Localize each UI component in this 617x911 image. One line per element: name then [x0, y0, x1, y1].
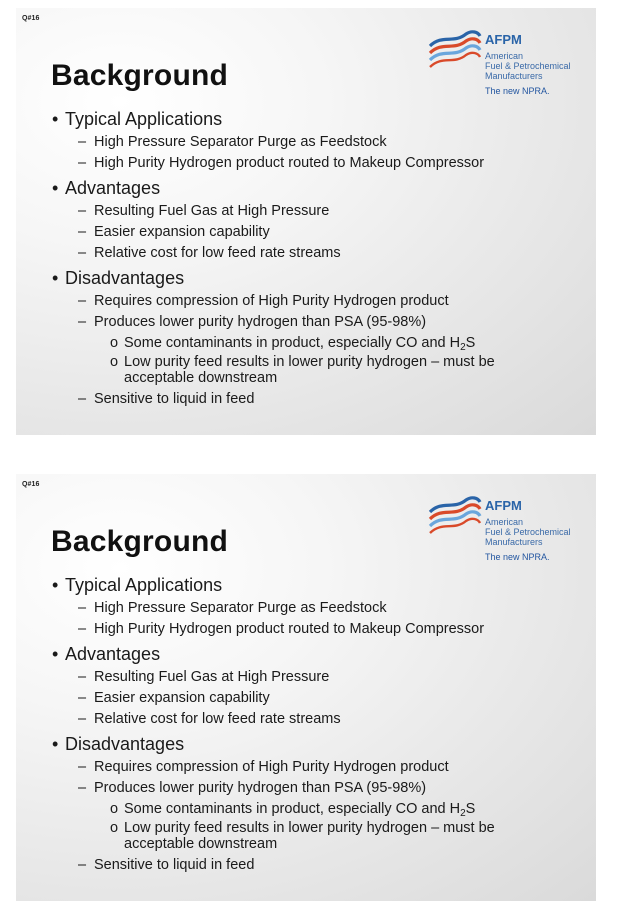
circle-marker: o [110, 335, 119, 351]
bullet-marker: • [52, 178, 59, 198]
item-text: High Pressure Separator Purge as Feedstock [94, 134, 387, 150]
sub-item-text-line2: acceptable downstream [124, 836, 278, 852]
dash-marker: – [78, 224, 87, 240]
bullet-marker: • [52, 734, 59, 754]
item-text: Sensitive to liquid in feed [94, 391, 255, 407]
sub-item-text [124, 335, 475, 353]
item-text: Resulting Fuel Gas at High Pressure [94, 203, 330, 219]
logo-brand: AFPM [485, 498, 522, 513]
logo-full-name: American Fuel & Petrochemical Manufacturers [485, 51, 571, 81]
item-text: Easier expansion capability [94, 690, 270, 706]
slide-tag: Q#16 [22, 481, 40, 488]
logo-tagline: The new NPRA. [485, 86, 550, 96]
bullet-marker: • [52, 268, 59, 288]
sub-item-text [124, 354, 495, 370]
sub-item-main: Low purity feed results in lower purity hydrogen – must be [124, 820, 495, 836]
logo-tagline: The new NPRA. [485, 552, 550, 562]
item-text: Produces lower purity hydrogen than PSA (95-98%) [94, 780, 427, 796]
dash-marker: – [78, 621, 87, 637]
dash-marker: – [78, 134, 87, 150]
slide-content [16, 8, 596, 435]
heading-text: Typical Applications [65, 109, 223, 129]
dash-marker: – [78, 155, 87, 171]
heading-text: Advantages [65, 178, 161, 198]
sub-item-tail: S [465, 801, 476, 817]
item-text: Resulting Fuel Gas at High Pressure [94, 669, 330, 685]
item-text: High Pressure Separator Purge as Feedstock [94, 600, 387, 616]
dash-marker: – [78, 759, 87, 775]
bullet-marker: • [52, 644, 59, 664]
heading-text: Disadvantages [65, 734, 185, 754]
dash-marker: – [78, 314, 87, 330]
dash-marker: – [78, 780, 87, 796]
sub-item-main: Some contaminants in product, especially CO and H [124, 801, 461, 817]
subscript: 2 [460, 808, 466, 819]
item-text: Relative cost for low feed rate streams [94, 245, 341, 261]
bullet-marker: • [52, 575, 59, 595]
dash-marker: – [78, 293, 87, 309]
heading-text: Typical Applications [65, 575, 223, 595]
slide-title: Background [51, 59, 229, 92]
item-text: Requires compression of High Purity Hydrogen product [94, 759, 449, 775]
heading-text: Advantages [65, 644, 161, 664]
item-text: Relative cost for low feed rate streams [94, 711, 341, 727]
heading-text: Disadvantages [65, 268, 185, 288]
item-text: High Purity Hydrogen product routed to Makeup Compressor [94, 621, 485, 637]
item-text: Produces lower purity hydrogen than PSA (95-98%) [94, 314, 427, 330]
logo-brand: AFPM [485, 32, 522, 47]
item-text: Requires compression of High Purity Hydrogen product [94, 293, 449, 309]
slide-title: Background [51, 525, 229, 558]
logo-full-name: American Fuel & Petrochemical Manufacturers [485, 517, 571, 547]
circle-marker: o [110, 801, 119, 817]
sub-item-text [124, 801, 475, 819]
dash-marker: – [78, 203, 87, 219]
dash-marker: – [78, 857, 87, 873]
dash-marker: – [78, 600, 87, 616]
dash-marker: – [78, 690, 87, 706]
item-text: Easier expansion capability [94, 224, 270, 240]
item-text: High Purity Hydrogen product routed to Makeup Compressor [94, 155, 485, 171]
bullet-marker: • [52, 109, 59, 129]
sub-item-main: Low purity feed results in lower purity hydrogen – must be [124, 354, 495, 370]
sub-item-main: Some contaminants in product, especially CO and H [124, 335, 461, 351]
slide-1 [16, 8, 596, 435]
subscript: 2 [460, 342, 466, 353]
sub-item-text [124, 820, 495, 836]
dash-marker: – [78, 669, 87, 685]
sub-item-text-line2: acceptable downstream [124, 370, 278, 386]
dash-marker: – [78, 711, 87, 727]
slide-2 [16, 474, 596, 901]
dash-marker: – [78, 391, 87, 407]
dash-marker: – [78, 245, 87, 261]
slide-content [16, 474, 596, 901]
circle-marker: o [110, 354, 119, 370]
slide-tag: Q#16 [22, 15, 40, 22]
item-text: Sensitive to liquid in feed [94, 857, 255, 873]
sub-item-tail: S [465, 335, 476, 351]
circle-marker: o [110, 820, 119, 836]
